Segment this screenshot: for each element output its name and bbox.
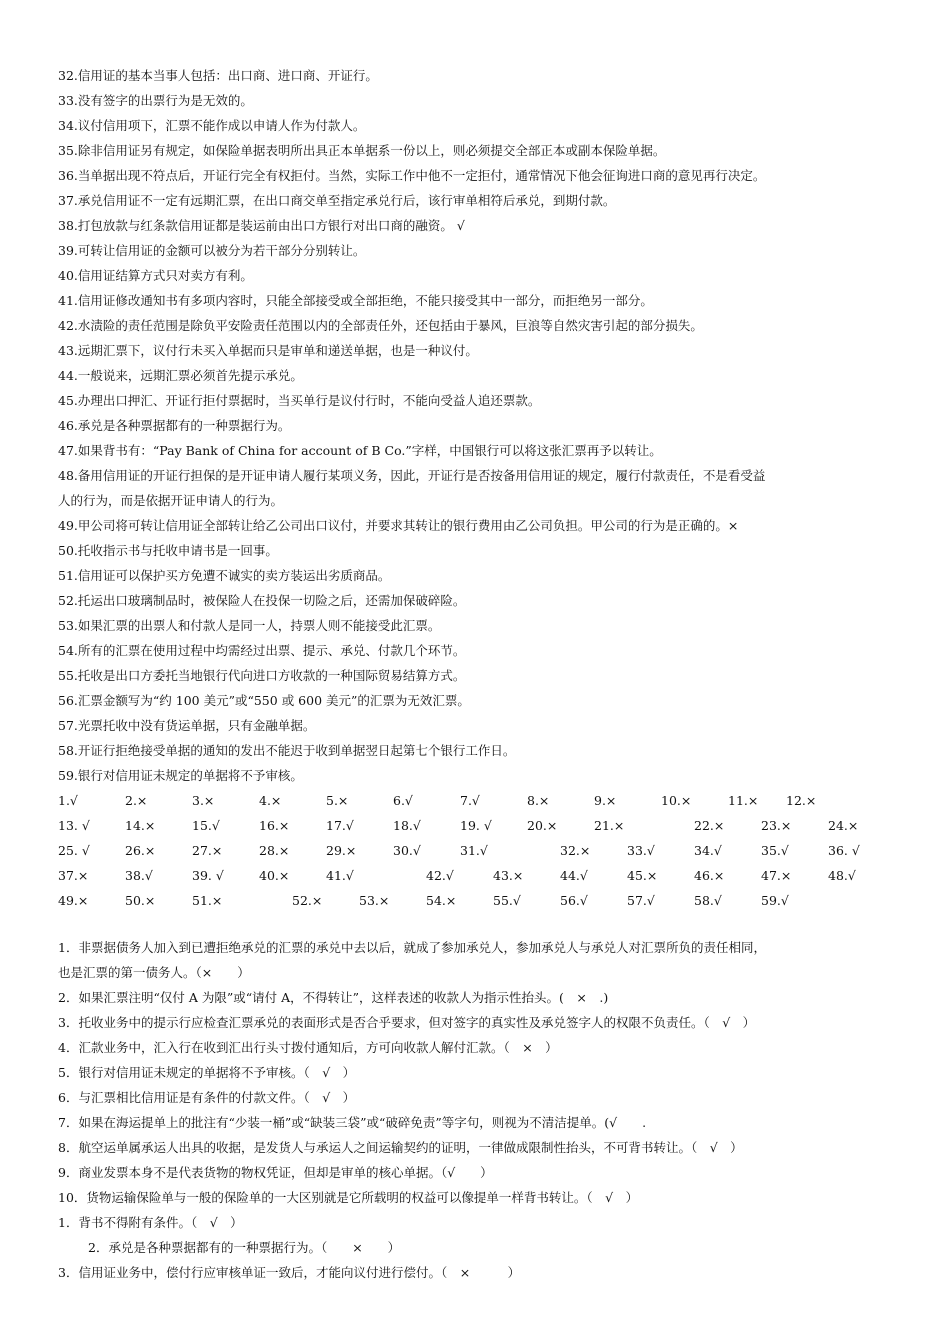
- statement-59: 59.银行对信用证未规定的单据将不予审核。: [58, 768, 303, 783]
- statement-51: 51.信用证可以保护买方免遭不诚实的卖方装运出劣质商品。: [58, 568, 391, 583]
- statement-50: 50.托收指示书与托收申请书是一回事。: [58, 543, 278, 558]
- answer-cell: 24.×: [828, 818, 859, 833]
- answer-cell: 31.√: [460, 843, 488, 858]
- answer-cell: 4.×: [259, 793, 282, 808]
- statement-53: 53.如果汇票的出票人和付款人是同一人，持票人则不能接受此汇票。: [58, 618, 441, 633]
- answer-cell: 33.√: [627, 843, 655, 858]
- answer-cell: 16.×: [259, 818, 290, 833]
- answer-cell: 34.√: [694, 843, 722, 858]
- answer-cell: 40.×: [259, 868, 290, 883]
- answer-cell: 30.√: [393, 843, 421, 858]
- answer-cell: 19. √: [460, 818, 492, 833]
- statement-47: 47.如果背书有：“Pay Bank of China for account of B Co.”字样，中国银行可以将这张汇票再予以转让。: [58, 443, 662, 458]
- statement-52: 52.托运出口玻璃制品时，被保险人在投保一切险之后，还需加保破碎险。: [58, 593, 466, 608]
- question-7: 7．如果在海运提单上的批注有“少装一桶”或“缺装三袋”或“破碎免责”等字句，则视为不清洁提单。(√ .: [58, 1115, 647, 1130]
- question-3: 3．托收业务中的提示行应检查汇票承兑的表面形式是否合乎要求，但对签字的真实性及承兑签字人的权限不负责任。（ √ ）: [58, 1015, 756, 1030]
- statement-54: 54.所有的汇票在使用过程中均需经过出票、提示、承兑、付款几个环节。: [58, 643, 466, 658]
- answer-cell: 47.×: [761, 868, 792, 883]
- answer-cell: 54.×: [426, 893, 457, 908]
- answer-cell: 46.×: [694, 868, 725, 883]
- statement-44: 44.一般说来，远期汇票必须首先提示承兑。: [58, 368, 303, 383]
- statement-37: 37.承兑信用证不一定有远期汇票，在出口商交单至指定承兑行后，该行审单相符后承兑，到期付款。: [58, 193, 616, 208]
- answer-cell: 36. √: [828, 843, 860, 858]
- answer-cell: 59.√: [761, 893, 789, 908]
- answer-cell: 41.√: [326, 868, 354, 883]
- answer-cell: 28.×: [259, 843, 290, 858]
- answer-cell: 48.√: [828, 868, 856, 883]
- question-4: 4．汇款业务中，汇入行在收到汇出行头寸拨付通知后，方可向收款人解付汇款。（ × ）: [58, 1040, 558, 1055]
- question-10: 10．货物运输保险单与一般的保险单的一大区别就是它所载明的权益可以像提单一样背书转让。（ √ ）: [58, 1190, 639, 1205]
- question-b2: 2．承兑是各种票据都有的一种票据行为。（ × ）: [88, 1240, 401, 1255]
- statement-55: 55.托收是出口方委托当地银行代向进口方收款的一种国际贸易结算方式。: [58, 668, 466, 683]
- answer-cell: 22.×: [694, 818, 725, 833]
- statement-49: 49.甲公司将可转让信用证全部转让给乙公司出口议付，并要求其转让的银行费用由乙公司负担。甲公司的行为是正确的。×: [58, 518, 739, 533]
- question-8: 8．航空运单属承运人出具的收据，是发货人与承运人之间运输契约的证明，一律做成限制性抬头，不可背书转让。（ √ ）: [58, 1140, 743, 1155]
- statement-56: 56.汇票金额写为“约 100 美元”或“550 或 600 美元”的汇票为无效汇票。: [58, 693, 470, 708]
- answer-cell: 50.×: [125, 893, 156, 908]
- statement-40: 40.信用证结算方式只对卖方有利。: [58, 268, 253, 283]
- answer-cell: 12.×: [786, 793, 817, 808]
- answer-cell: 11.×: [728, 793, 759, 808]
- answer-cell: 14.×: [125, 818, 156, 833]
- answer-cell: 23.×: [761, 818, 792, 833]
- answer-cell: 58.√: [694, 893, 722, 908]
- answer-cell: 25. √: [58, 843, 90, 858]
- answer-cell: 53.×: [359, 893, 390, 908]
- question-1-line1: 1．非票据债务人加入到已遭拒绝承兑的汇票的承兑中去以后，就成了参加承兑人，参加承兑人与承兑人对汇票所负的责任相同，: [58, 940, 766, 955]
- answer-cell: 49.×: [58, 893, 89, 908]
- answer-cell: 42.√: [426, 868, 454, 883]
- statement-41: 41.信用证修改通知书有多项内容时，只能全部接受或全部拒绝，不能只接受其中一部分，而拒绝另一部分。: [58, 293, 653, 308]
- answer-cell: 3.×: [192, 793, 215, 808]
- statement-58: 58.开证行拒绝接受单据的通知的发出不能迟于收到单据翌日起第七个银行工作日。: [58, 743, 516, 758]
- answer-cell: 43.×: [493, 868, 524, 883]
- answer-cell: 32.×: [560, 843, 591, 858]
- statement-35: 35.除非信用证另有规定，如保险单据表明所出具正本单据系一份以上，则必须提交全部正本或副本保险单据。: [58, 143, 666, 158]
- answer-cell: 55.√: [493, 893, 521, 908]
- question-5: 5．银行对信用证未规定的单据将不予审核。（ √ ）: [58, 1065, 356, 1080]
- answer-cell: 35.√: [761, 843, 789, 858]
- answer-cell: 45.×: [627, 868, 658, 883]
- answer-cell: 7.√: [460, 793, 480, 808]
- answer-cell: 56.√: [560, 893, 588, 908]
- answer-cell: 8.×: [527, 793, 550, 808]
- question-6: 6．与汇票相比信用证是有条件的付款文件。（ √ ）: [58, 1090, 356, 1105]
- answer-cell: 18.√: [393, 818, 421, 833]
- answer-cell: 1.√: [58, 793, 78, 808]
- answer-cell: 17.√: [326, 818, 354, 833]
- statement-48-line2: 人的行为，而是依据开证申请人的行为。: [58, 493, 284, 508]
- question-2: 2．如果汇票注明“仅付 A 为限”或“请付 A，不得转让”，这样表述的收款人为指示性抬头。( × .): [58, 990, 609, 1005]
- answer-cell: 52.×: [292, 893, 323, 908]
- answer-cell: 51.×: [192, 893, 223, 908]
- answer-cell: 5.×: [326, 793, 349, 808]
- answer-cell: 20.×: [527, 818, 558, 833]
- answer-cell: 13. √: [58, 818, 90, 833]
- question-9: 9．商业发票本身不是代表货物的物权凭证，但却是审单的核心单据。（√ ）: [58, 1165, 493, 1180]
- answer-cell: 39. √: [192, 868, 224, 883]
- statement-39: 39.可转让信用证的金额可以被分为若干部分分别转让。: [58, 243, 366, 258]
- answer-cell: 37.×: [58, 868, 89, 883]
- answer-cell: 57.√: [627, 893, 655, 908]
- question-b1: 1．背书不得附有条件。（ √ ）: [58, 1215, 243, 1230]
- answer-cell: 6.√: [393, 793, 413, 808]
- statement-33: 33.没有签字的出票行为是无效的。: [58, 93, 253, 108]
- statement-46: 46.承兑是各种票据都有的一种票据行为。: [58, 418, 291, 433]
- answer-cell: 2.×: [125, 793, 148, 808]
- statement-32: 32.信用证的基本当事人包括：出口商、进口商、开证行。: [58, 68, 378, 83]
- answer-cell: 26.×: [125, 843, 156, 858]
- answer-cell: 9.×: [594, 793, 617, 808]
- answer-cell: 29.×: [326, 843, 357, 858]
- statement-38: 38.打包放款与红条款信用证都是装运前由出口方银行对出口商的融资。 √: [58, 218, 465, 233]
- statement-57: 57.光票托收中没有货运单据，只有金融单据。: [58, 718, 316, 733]
- statement-48-line1: 48.备用信用证的开证行担保的是开证申请人履行某项义务，因此，开证行是否按备用信用证的规定，履行付款责任，不是看受益: [58, 468, 766, 483]
- statement-42: 42.水渍险的责任范围是除负平安险责任范围以内的全部责任外，还包括由于暴风，巨浪等自然灾害引起的部分损失。: [58, 318, 703, 333]
- answer-cell: 21.×: [594, 818, 625, 833]
- question-b3: 3．信用证业务中，偿付行应审核单证一致后，才能向议付进行偿付。（ × ）: [58, 1265, 521, 1280]
- answer-cell: 27.×: [192, 843, 223, 858]
- statement-45: 45.办理出口押汇、开证行拒付票据时，当买单行是议付行时，不能向受益人追还票款。: [58, 393, 541, 408]
- answer-cell: 44.√: [560, 868, 588, 883]
- statement-36: 36.当单据出现不符点后，开证行完全有权拒付。当然，实际工作中他不一定拒付，通常情况下他会征询进口商的意见再行决定。: [58, 168, 766, 183]
- answer-cell: 10.×: [661, 793, 692, 808]
- answer-cell: 15.√: [192, 818, 220, 833]
- question-1-line2: 也是汇票的第一债务人。（× ）: [58, 965, 250, 980]
- statement-43: 43.远期汇票下，议付行未买入单据而只是审单和递送单据，也是一种议付。: [58, 343, 478, 358]
- answer-cell: 38.√: [125, 868, 153, 883]
- statement-34: 34.议付信用项下，汇票不能作成以申请人作为付款人。: [58, 118, 366, 133]
